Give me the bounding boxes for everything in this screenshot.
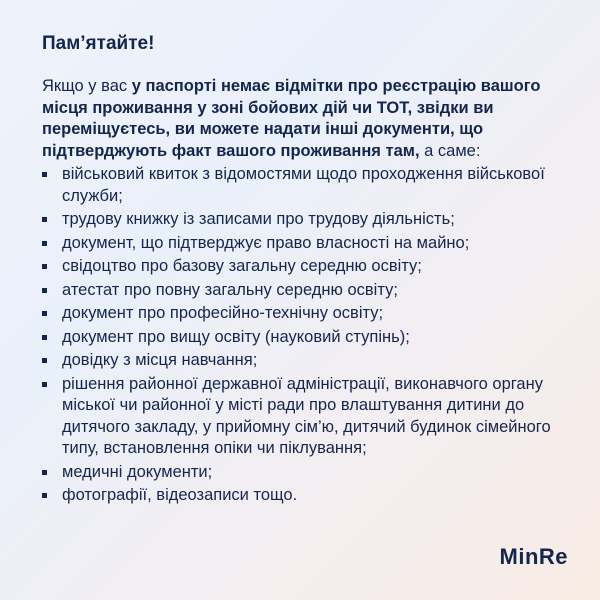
bullet-icon <box>42 241 47 246</box>
list-item: військовий квиток з відомостями щодо проходження військової служби; <box>42 164 562 207</box>
bullet-icon <box>42 358 47 363</box>
list-item: свідоцтво про базову загальну середню освіту; <box>42 256 562 278</box>
list-item: фотографії, відеозаписи тощо. <box>42 485 562 507</box>
intro-paragraph <box>42 76 562 162</box>
document-list <box>42 164 562 507</box>
bullet-icon <box>42 311 47 316</box>
bullet-icon <box>42 470 47 475</box>
bullet-icon <box>42 264 47 269</box>
bullet-icon <box>42 217 47 222</box>
bullet-icon <box>42 493 47 498</box>
list-item: документ про професійно-технічну освіту; <box>42 303 562 325</box>
list-item: документ, що підтверджує право власності на майно; <box>42 233 562 255</box>
list-item: атестат про повну загальну середню освіту; <box>42 280 562 302</box>
list-item: документ про вищу освіту (науковий ступінь); <box>42 327 562 349</box>
heading: Пам’ятайте! <box>42 33 155 54</box>
intro-tail: а саме: <box>419 141 481 160</box>
info-card <box>42 32 562 507</box>
bullet-icon <box>42 382 47 387</box>
bullet-icon <box>42 335 47 340</box>
list-item: трудову книжку із записами про трудову діяльність; <box>42 209 562 231</box>
bullet-icon <box>42 288 47 293</box>
bullet-icon <box>42 172 47 177</box>
minre-logo: MinRe <box>499 544 568 569</box>
intro-bold: у паспорті немає відмітки про реєстрацію вашого місця проживання у зоні бойових дій чи ТОТ, звідки ви переміщуєтесь, ви можете надати інші документи, що підтверджують факт вашого проживання там, <box>42 77 541 160</box>
list-item: рішення районної державної адміністрації, виконавчого органу міської чи районної у місті ради про влаштування дитини до дитячого закладу, у прийомну сім’ю, дитячий будинок сімейного типу, встановлення опіки чи піклування; <box>42 374 562 460</box>
list-item: довідку з місця навчання; <box>42 350 562 372</box>
intro-lead: Якщо у вас <box>42 77 132 95</box>
list-item: медичні документи; <box>42 462 562 484</box>
